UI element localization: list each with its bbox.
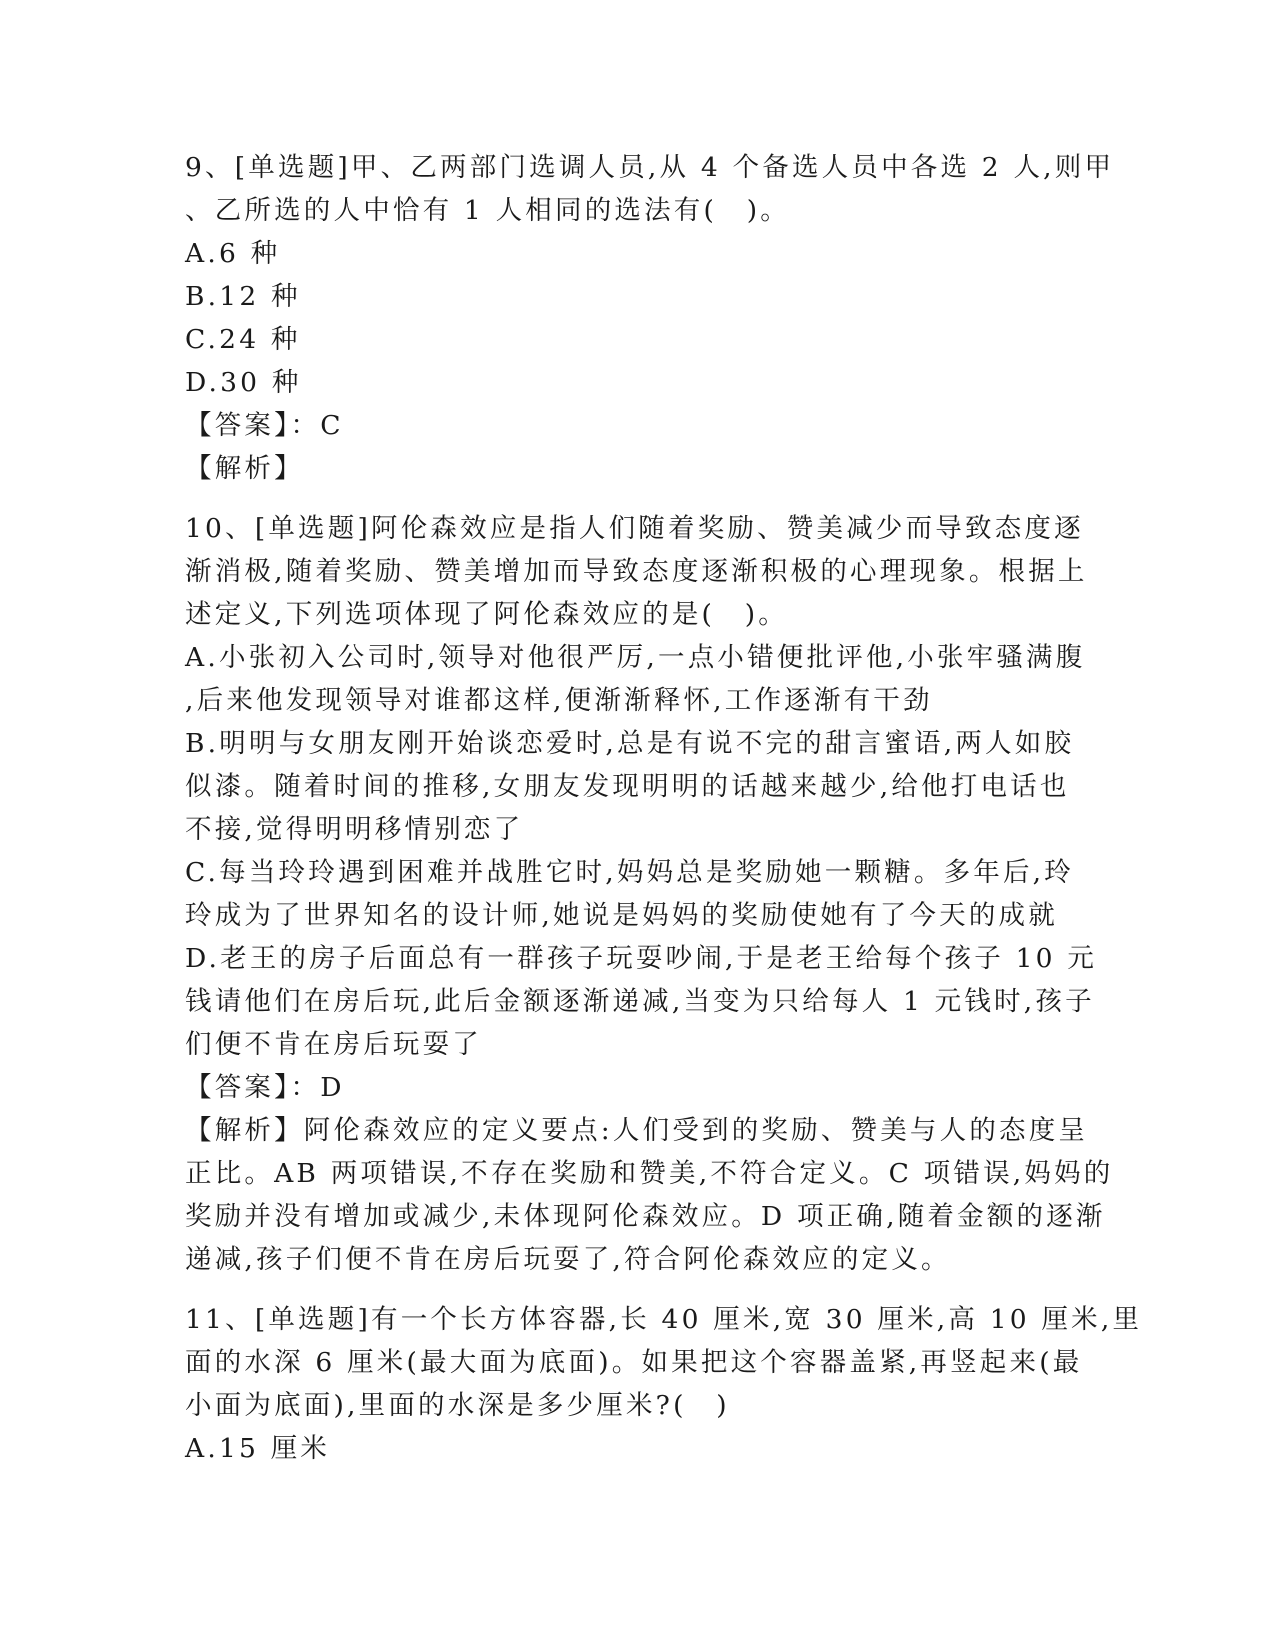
question-11 (185, 1298, 1143, 1470)
option-d: D.老王的房子后面总有一群孩子玩耍吵闹,于是老王给每个孩子 10 元 (185, 943, 1098, 974)
option-c: C.24 种 (185, 324, 301, 355)
option-b: B.12 种 (185, 281, 301, 312)
analysis-line: 【解析】 (185, 453, 304, 484)
answer-line: 【答案】：D (185, 1072, 345, 1103)
question-spacer (185, 490, 1085, 507)
question-10 (185, 507, 1114, 1281)
option-b: B.明明与女朋友刚开始谈恋爱时,总是有说不完的甜言蜜语,两人如胶 (185, 728, 1075, 759)
option-d: 们便不肯在房后玩耍了 (185, 1029, 482, 1060)
analysis-line: 奖励并没有增加或减少,未体现阿伦森效应。D 项正确,随着金额的逐渐 (185, 1201, 1106, 1232)
question-text: 10、[单选题]阿伦森效应是指人们随着奖励、赞美减少而导致态度逐 (185, 513, 1084, 544)
option-d: D.30 种 (185, 367, 302, 398)
question-text: 9、[单选题]甲、乙两部门选调人员,从 4 个备选人员中各选 2 人,则甲 (185, 152, 1115, 183)
option-a: A.小张初入公司时,领导对他很严厉,一点小错便批评他,小张牢骚满腹 (185, 642, 1086, 673)
option-b: 似漆。随着时间的推移,女朋友发现明明的话越来越少,给他打电话也 (185, 771, 1070, 802)
question-9 (185, 146, 1115, 490)
question-text: 小面为底面),里面的水深是多少厘米?( ) (185, 1390, 730, 1421)
option-d: 钱请他们在房后玩,此后金额逐渐递减,当变为只给每人 1 元钱时,孩子 (185, 986, 1095, 1017)
option-c: C.每当玲玲遇到困难并战胜它时,妈妈总是奖励她一颗糖。多年后,玲 (185, 857, 1075, 888)
answer-line: 【答案】：C (185, 410, 344, 441)
question-text: 渐消极,随着奖励、赞美增加而导致态度逐渐积极的心理现象。根据上 (185, 556, 1088, 587)
question-text: 11、[单选题]有一个长方体容器,长 40 厘米,宽 30 厘米,高 10 厘米,里 (185, 1304, 1143, 1335)
document-page (185, 146, 1143, 1470)
analysis-line: 正比。AB 两项错误,不存在奖励和赞美,不符合定义。C 项错误,妈妈的 (185, 1158, 1114, 1189)
option-a: ,后来他发现领导对谁都这样,便渐渐释怀,工作逐渐有干劲 (185, 685, 933, 716)
analysis-line: 【解析】阿伦森效应的定义要点:人们受到的奖励、赞美与人的态度呈 (185, 1115, 1089, 1146)
option-b: 不接,觉得明明移情别恋了 (185, 814, 524, 845)
question-text: 、乙所选的人中恰有 1 人相同的选法有( )。 (185, 195, 790, 226)
analysis-line: 递减,孩子们便不肯在房后玩耍了,符合阿伦森效应的定义。 (185, 1244, 951, 1275)
option-a: A.6 种 (185, 238, 281, 269)
question-text: 述定义,下列选项体现了阿伦森效应的是( )。 (185, 599, 789, 630)
option-a: A.15 厘米 (185, 1433, 331, 1464)
question-spacer (185, 1281, 1085, 1298)
option-c: 玲成为了世界知名的设计师,她说是妈妈的奖励使她有了今天的成就 (185, 900, 1058, 931)
question-text: 面的水深 6 厘米(最大面为底面)。如果把这个容器盖紧,再竖起来(最 (185, 1347, 1083, 1378)
